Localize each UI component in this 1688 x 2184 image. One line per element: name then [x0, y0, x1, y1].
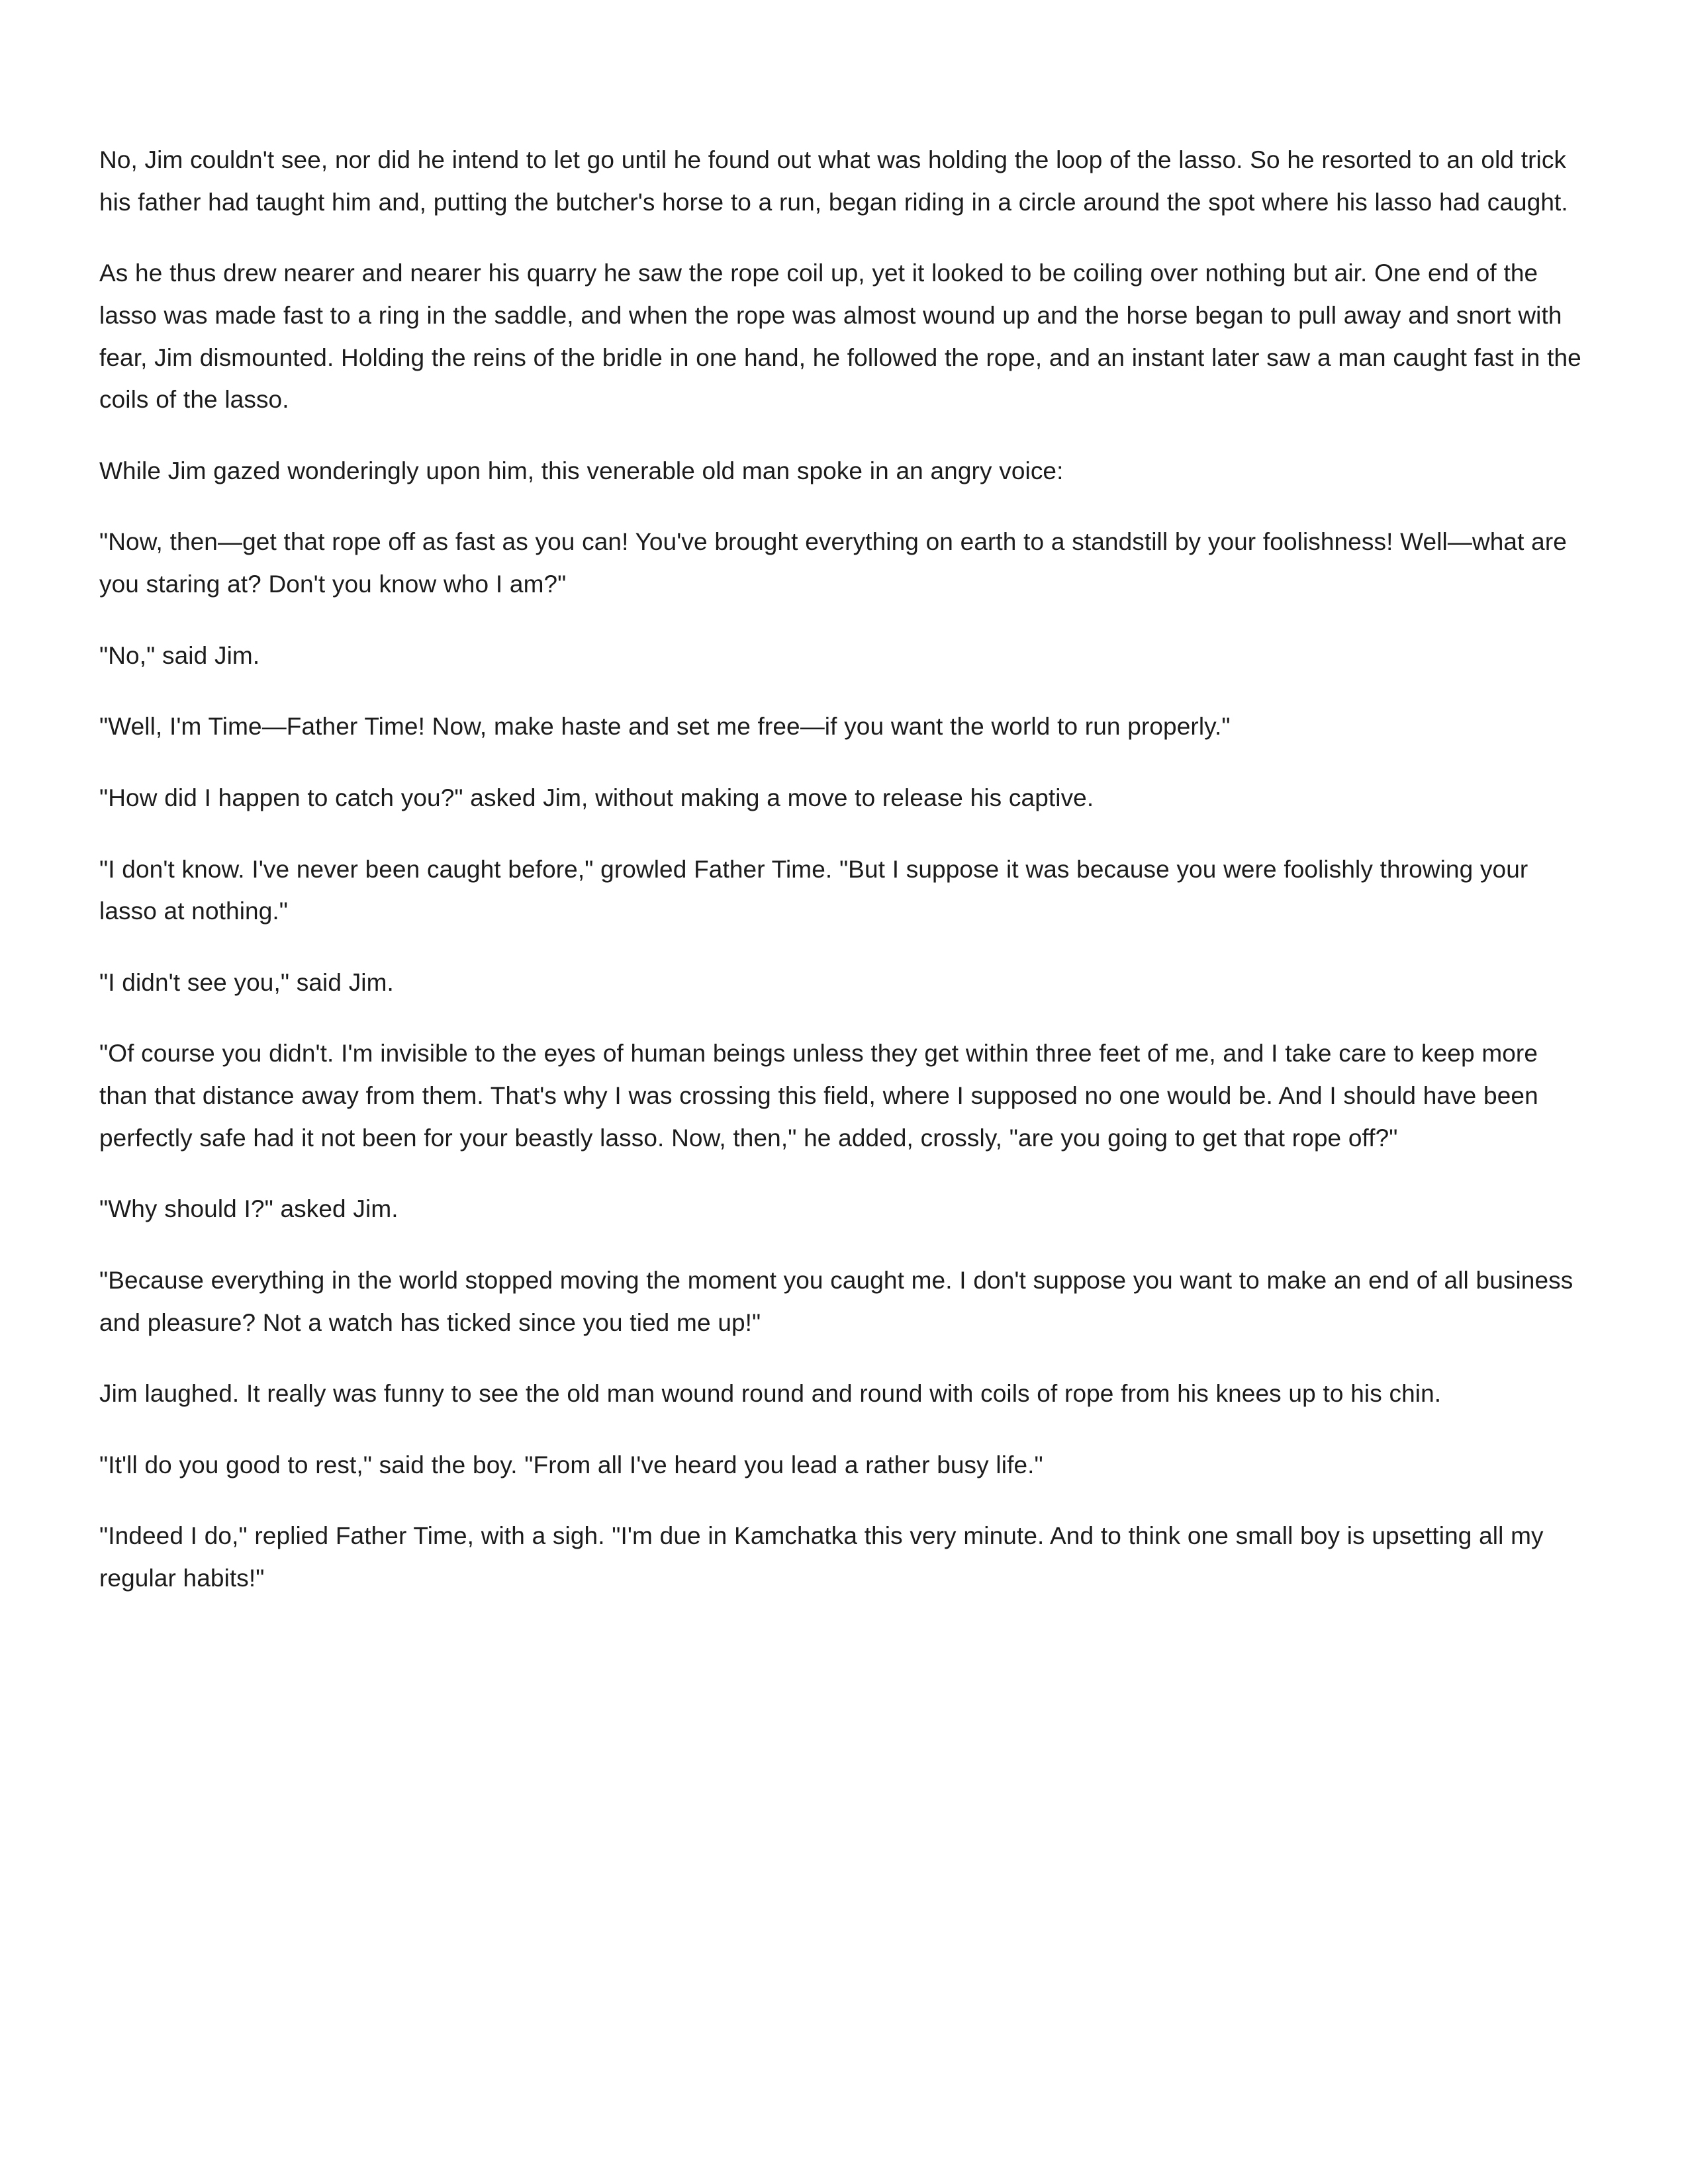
document-body	[99, 139, 1589, 1600]
paragraph: "No," said Jim.	[99, 641, 260, 669]
paragraph: As he thus drew nearer and nearer his quarry he saw the rope coil up, yet it looked to be coiling over nothing but air. One end of the lasso was made fast to a ring in the saddle, and when the rope was almost wound up and the horse began to pull away and snort with fear, Jim dismounted. Holding the reins of the bridle in one hand, he followed the rope, and an instant later saw a man caught fast in the coils of the lasso.	[99, 259, 1581, 414]
paragraph: "I don't know. I've never been caught before," growled Father Time. "But I suppose it was because you were foolishly throwing your lasso at nothing."	[99, 855, 1528, 925]
paragraph: "Because everything in the world stopped moving the moment you caught me. I don't suppose you want to make an end of all business and pleasure? Not a watch has ticked since you tied me up!"	[99, 1266, 1573, 1336]
paragraph: While Jim gazed wonderingly upon him, this venerable old man spoke in an angry voice:	[99, 457, 1064, 484]
paragraph: "Now, then—get that rope off as fast as you can! You've brought everything on earth to a standstill by your foolishness! Well—what are you staring at? Don't you know who I am?"	[99, 528, 1567, 598]
paragraph: "I didn't see you," said Jim.	[99, 968, 394, 996]
paragraph: No, Jim couldn't see, nor did he intend to let go until he found out what was holding the loop of the lasso. So he resorted to an old trick his father had taught him and, putting the butcher's horse to a run, began riding in a circle around the spot where his lasso had caught.	[99, 146, 1568, 216]
paragraph: "Well, I'm Time—Father Time! Now, make haste and set me free—if you want the world to run properly."	[99, 713, 1231, 741]
paragraph: "It'll do you good to rest," said the boy. "From all I've heard you lead a rather busy life."	[99, 1451, 1043, 1479]
paragraph: "How did I happen to catch you?" asked Jim, without making a move to release his captive.	[99, 784, 1094, 811]
paragraph: "Why should I?" asked Jim.	[99, 1195, 399, 1223]
paragraph: "Indeed I do," replied Father Time, with a sigh. "I'm due in Kamchatka this very minute. And to think one small boy is upsetting all my regular habits!"	[99, 1522, 1544, 1592]
paragraph: Jim laughed. It really was funny to see the old man wound round and round with coils of rope from his knees up to his chin.	[99, 1380, 1442, 1408]
paragraph: "Of course you didn't. I'm invisible to the eyes of human beings unless they get within three feet of me, and I take care to keep more than that distance away from them. That's why I was crossing this field, where I supposed no one would be. And I should have been perfectly safe had it not been for your beastly lasso. Now, then," he added, crossly, "are you going to get that rope off?"	[99, 1040, 1538, 1152]
